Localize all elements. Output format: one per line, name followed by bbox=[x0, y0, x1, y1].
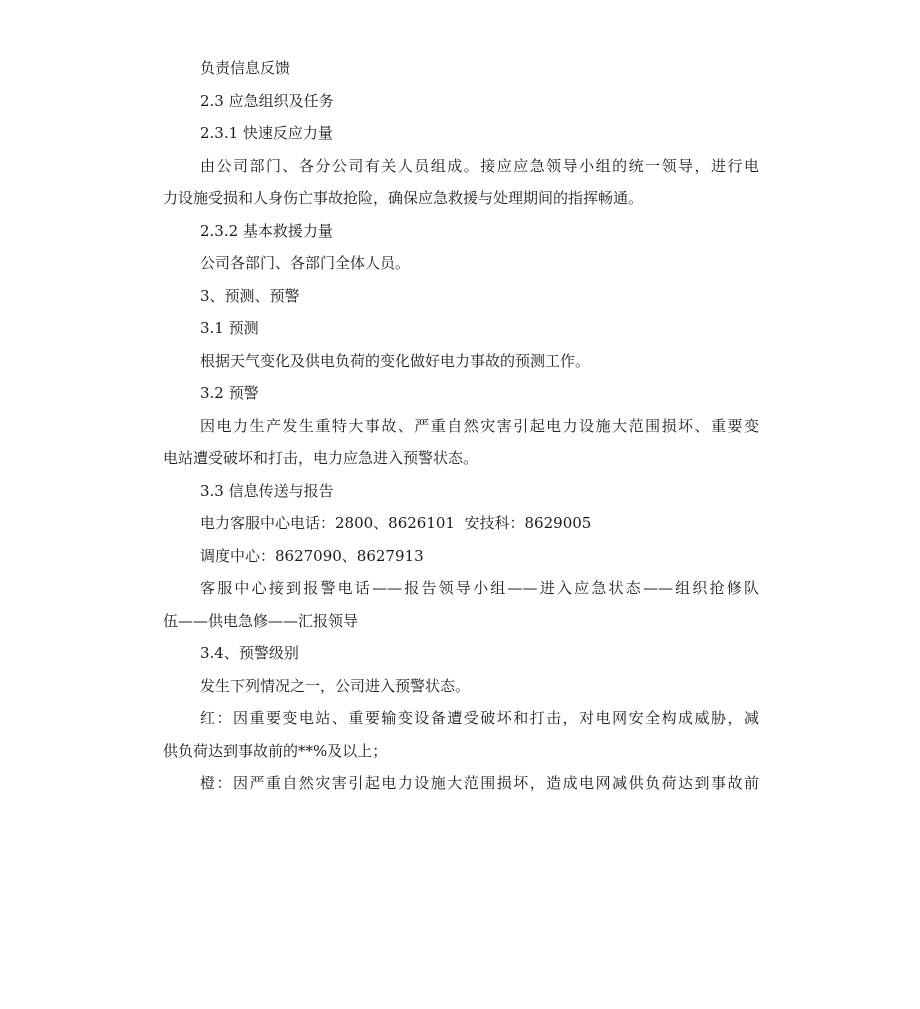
paragraph bbox=[163, 702, 759, 767]
text-line: 发生下列情况之一，公司进入预警状态。 bbox=[200, 676, 471, 695]
text-line: 红：因重要变电站、重要输变设备遭受破坏和打击，对电网安全构成威胁，减 bbox=[200, 709, 759, 727]
paragraph bbox=[163, 670, 759, 703]
text-line: 电力客服中心电话：2800、8626101 安技科：8629005 bbox=[200, 514, 592, 532]
text-line: 伍——供电急修——汇报领导 bbox=[163, 611, 359, 630]
text-line: 2.3.1 快速反应力量 bbox=[200, 124, 333, 142]
subsection-heading bbox=[163, 215, 759, 248]
text-line: 因电力生产发生重特大事故、严重自然灾害引起电力设施大范围损坏、重要变 bbox=[200, 416, 759, 435]
subsection-heading bbox=[163, 312, 759, 345]
paragraph bbox=[163, 410, 759, 475]
text-line: 橙：因严重自然灾害引起电力设施大范围损坏，造成电网减供负荷达到事故前 bbox=[200, 774, 759, 792]
paragraph bbox=[163, 52, 759, 85]
text-line: 3.4、预警级别 bbox=[200, 644, 299, 662]
subsection-heading bbox=[163, 377, 759, 410]
section-heading bbox=[163, 85, 759, 118]
text-line: 电站遭受破坏和打击，电力应急进入预警状态。 bbox=[163, 449, 479, 467]
text-line: 供负荷达到事故前的**%及以上； bbox=[163, 741, 388, 760]
text-line: 力设施受损和人身伤亡事故抢险，确保应急救援与处理期间的指挥畅通。 bbox=[163, 189, 644, 207]
paragraph bbox=[163, 767, 759, 800]
text-line: 公司各部门、各部门全体人员。 bbox=[200, 254, 411, 272]
text-line: 3.2 预警 bbox=[200, 384, 259, 402]
text-line: 调度中心：8627090、8627913 bbox=[200, 546, 424, 565]
contact-line bbox=[163, 540, 759, 573]
text-line: 3、预测、预警 bbox=[200, 286, 300, 305]
section-heading bbox=[163, 280, 759, 313]
paragraph bbox=[163, 150, 759, 215]
paragraph bbox=[163, 572, 759, 637]
text-line: 3.3 信息传送与报告 bbox=[200, 481, 334, 500]
subsection-heading bbox=[163, 637, 759, 670]
subsection-heading bbox=[163, 475, 759, 508]
paragraph bbox=[163, 345, 759, 378]
text-line: 客服中心接到报警电话——报告领导小组——进入应急状态——组织抢修队 bbox=[200, 579, 759, 597]
subsection-heading bbox=[163, 117, 759, 150]
text-line: 2.3.2 基本救援力量 bbox=[200, 221, 333, 240]
text-line: 3.1 预测 bbox=[200, 319, 259, 337]
text-line: 负责信息反馈 bbox=[200, 59, 291, 77]
paragraph bbox=[163, 247, 759, 280]
text-line: 2.3 应急组织及任务 bbox=[200, 91, 334, 110]
document-body bbox=[163, 52, 759, 800]
text-line: 根据天气变化及供电负荷的变化做好电力事故的预测工作。 bbox=[200, 351, 591, 370]
contact-line bbox=[163, 507, 759, 540]
text-line: 由公司部门、各分公司有关人员组成。接应应急领导小组的统一领导，进行电 bbox=[200, 156, 759, 175]
